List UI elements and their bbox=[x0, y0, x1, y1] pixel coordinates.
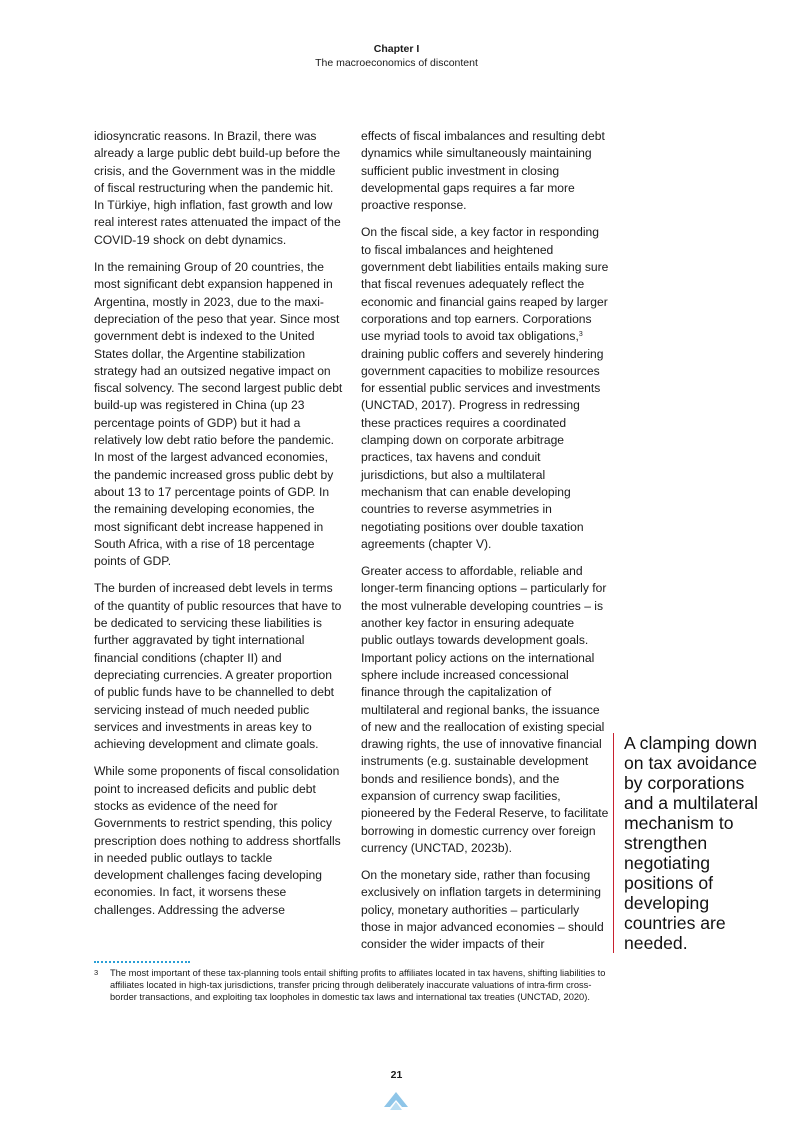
paragraph-text: On the fiscal side, a key factor in responding to fiscal imbalances and heightened government debt liabilities entails making sure that fiscal revenues adequately reflect the economic and financial gains reaped by larger corporations and top earners. Corporations use myriad tools to avoid tax obligations, bbox=[361, 225, 609, 344]
pull-quote: A clamping down on tax avoidance by corporations and a multilateral mechanism to strengthen negotiating positions of developing countries are needed. bbox=[613, 733, 774, 953]
paragraph: idiosyncratic reasons. In Brazil, there was already a large public debt build-up before the crisis, and the Government was in the middle of fiscal restructuring when the pandemic hit. In Türkiye, high inflation, fast growth and low real interest rates attenuated the impact of the COVID-19 shock on debt dynamics. bbox=[94, 129, 341, 247]
paragraph: effects of fiscal imbalances and resulting debt dynamics while simultaneously maintaining sufficient public investment in closing developmental gaps requires a far more proactive response. bbox=[361, 129, 605, 213]
right-column bbox=[361, 128, 609, 964]
footnote bbox=[94, 967, 610, 1004]
chevron-up-icon[interactable] bbox=[382, 1090, 410, 1114]
chapter-number: Chapter I bbox=[373, 43, 420, 55]
paragraph-text: draining public coffers and severely hindering government capacities to mobilize resources for essential public services and investments (UNCTAD, 2017). Progress in redressing these practices requires a coordinated clamping down on corporate arbitrage practices, tax havens and conduit jurisdictions, but also a multilateral mechanism that can enable developing countries to reverse asymmetries in negotiating positions over double taxation agreements (chapter V). bbox=[361, 346, 604, 551]
paragraph: In the remaining Group of 20 countries, the most significant debt expansion happened in Argentina, mostly in 2023, due to the maxi-depreciation of the peso that year. Since most government debt is indexed to the United States dollar, the Argentine stabilization strategy had an outsized negative impact on fiscal solvency. The second largest public debt build-up was registered in China (up 23 percentage points of GDP) but it had a relatively low debt ratio before the pandemic. In most of the largest advanced economies, the pandemic increased gross public debt by about 13 to 17 percentage points of GDP. In the remaining developing economies, the most significant debt increase happened in South Africa, with a rise of 18 percentage points of GDP. bbox=[94, 260, 343, 569]
paragraph: While some proponents of fiscal consolidation point to increased deficits and public debt stocks as evidence of the need for Governments to restrict spending, this policy prescription does nothing to address shortfalls in needed public outlays to tackle development challenges facing developing economies. In fact, it worsens these challenges. Addressing the adverse bbox=[94, 764, 341, 917]
footnote-divider bbox=[94, 961, 190, 963]
paragraph: Greater access to affordable, reliable and longer-term financing options – particularly for the most vulnerable developing countries – is another key factor in ensuring adequate public outlays towards development goals. Important policy actions on the international sphere include increased concessional finance through the capitalization of multilateral and regional banks, the issuance of new and the reallocation of existing special drawing rights, the use of innovative financial instruments (e.g. sustainable development bonds and resilience bonds), and the expansion of currency swap facilities, pioneered by the Federal Reserve, to facilitate borrowing in domestic currency over foreign currency (UNCTAD, 2023b). bbox=[361, 564, 609, 855]
running-header bbox=[0, 42, 793, 70]
footnote-number: 3 bbox=[94, 968, 99, 977]
paragraph: The burden of increased debt levels in terms of the quantity of public resources that have to be dedicated to servicing these liabilities is further aggravated by tight international financial conditions (chapter II) and depreciating currencies. A greater proportion of public funds have to be channelled to debt servicing instead of much needed public services and investments in areas key to achieving development and climate goals. bbox=[94, 581, 342, 752]
left-column bbox=[94, 128, 344, 929]
paragraph: On the monetary side, rather than focusing exclusively on inflation targets in determining policy, monetary authorities – particularly those in major advanced economies – should consider the wider impacts of their bbox=[361, 868, 604, 952]
footnote-reference[interactable]: 3 bbox=[578, 331, 583, 339]
page-number: 21 bbox=[390, 1069, 403, 1081]
footnote-text: The most important of these tax-planning tools entail shifting profits to affiliates located in tax havens, shifting liabilities to affiliates located in high-tax jurisdictions, transfer pricing through deliberately inaccurate valuations of intra-firm cross-border transactions, and exploiting tax loopholes in domestic tax laws and international tax treaties (UNCTAD, 2020). bbox=[110, 968, 606, 1003]
chapter-title: The macroeconomics of discontent bbox=[315, 57, 478, 69]
paragraph bbox=[361, 224, 609, 553]
